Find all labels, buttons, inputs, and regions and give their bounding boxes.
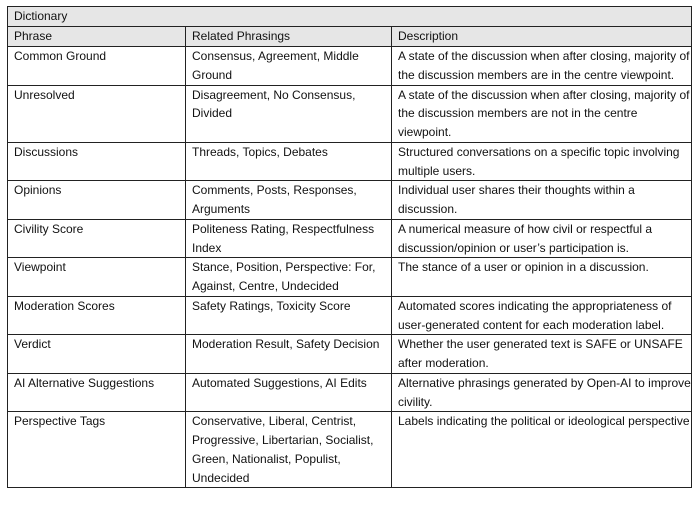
description-cell: Whether the user generated text is SAFE or UNSAFE after moderation. — [392, 335, 692, 374]
related-phrasings-cell: Consensus, Agreement, Middle Ground — [186, 47, 392, 86]
phrase-cell: Common Ground — [8, 47, 186, 86]
related-phrasings-cell: Automated Suggestions, AI Edits — [186, 373, 392, 412]
column-header-description: Description — [392, 27, 692, 47]
related-phrasings-cell: Disagreement, No Consensus, Divided — [186, 85, 392, 142]
phrase-cell: Opinions — [8, 181, 186, 220]
related-phrasings-cell: Safety Ratings, Toxicity Score — [186, 296, 392, 335]
description-cell: Structured conversations on a specific topic involving multiple users. — [392, 142, 692, 181]
description-cell: A state of the discussion when after closing, majority of the discussion members are in the centre viewpoint. — [392, 47, 692, 86]
table-row — [8, 142, 692, 181]
table-row — [8, 296, 692, 335]
table-row — [8, 181, 692, 220]
table-title: Dictionary — [8, 7, 692, 27]
table-row — [8, 412, 692, 488]
table-row — [8, 373, 692, 412]
column-header-related-phrasings: Related Phrasings — [186, 27, 392, 47]
phrase-cell: Viewpoint — [8, 258, 186, 297]
related-phrasings-cell: Moderation Result, Safety Decision — [186, 335, 392, 374]
phrase-cell: Discussions — [8, 142, 186, 181]
column-header-phrase: Phrase — [8, 27, 186, 47]
table-row — [8, 258, 692, 297]
description-cell: Individual user shares their thoughts within a discussion. — [392, 181, 692, 220]
phrase-cell: Moderation Scores — [8, 296, 186, 335]
table-row — [8, 219, 692, 258]
phrase-cell: Perspective Tags — [8, 412, 186, 488]
dictionary-table — [7, 6, 692, 488]
table-row — [8, 47, 692, 86]
description-cell: A numerical measure of how civil or respectful a discussion/opinion or user’s participation is. — [392, 219, 692, 258]
related-phrasings-cell: Comments, Posts, Responses, Arguments — [186, 181, 392, 220]
related-phrasings-cell: Conservative, Liberal, Centrist, Progressive, Libertarian, Socialist, Green, Nationalist, Populist, Undecided — [186, 412, 392, 488]
description-cell: Alternative phrasings generated by Open-AI to improve civility. — [392, 373, 692, 412]
related-phrasings-cell: Politeness Rating, Respectfulness Index — [186, 219, 392, 258]
related-phrasings-cell: Threads, Topics, Debates — [186, 142, 392, 181]
phrase-cell: Unresolved — [8, 85, 186, 142]
description-cell: Automated scores indicating the appropriateness of user-generated content for each moderation label. — [392, 296, 692, 335]
table-row — [8, 335, 692, 374]
phrase-cell: Civility Score — [8, 219, 186, 258]
phrase-cell: Verdict — [8, 335, 186, 374]
related-phrasings-cell: Stance, Position, Perspective: For, Against, Centre, Undecided — [186, 258, 392, 297]
table-title-row — [8, 7, 692, 27]
description-cell: Labels indicating the political or ideological perspective — [392, 412, 692, 488]
description-cell: The stance of a user or opinion in a discussion. — [392, 258, 692, 297]
dictionary-table-container — [7, 6, 691, 488]
table-row — [8, 85, 692, 142]
table-header-row — [8, 27, 692, 47]
phrase-cell: AI Alternative Suggestions — [8, 373, 186, 412]
description-cell: A state of the discussion when after closing, majority of the discussion members are not in the centre viewpoint. — [392, 85, 692, 142]
